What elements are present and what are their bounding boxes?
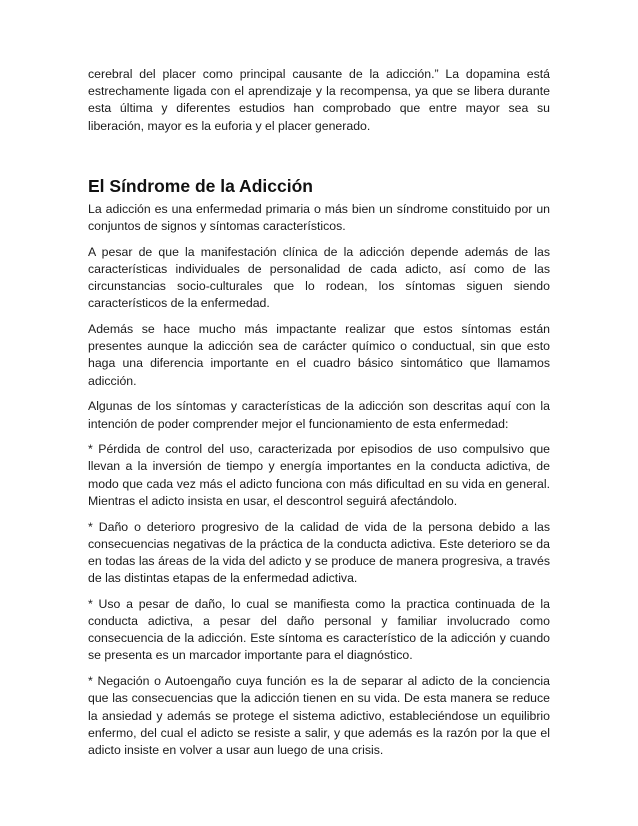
paragraph-manifestation: A pesar de que la manifestación clínica de la adicción depende además de las características individuales de personalidad de cada adicto, así como de las circunstancias socio-culturales que lo rodean, los síntomas siguen siendo característicos de la enfermedad. bbox=[88, 244, 550, 311]
symptom-progressive-damage: * Daño o deterioro progresivo de la calidad de vida de la persona debido a las consecuencias negativas de la práctica de la conducta adictiva. Este deterioro se da en todas las áreas de la vida del adicto y se produce de manera progresiva, a través de las distintas etapas de la enfermedad adictiva. bbox=[88, 519, 550, 586]
symptom-denial: * Negación o Autoengaño cuya función es la de separar al adicto de la conciencia que las consecuencias que la adicción tienen en su vida. De esta manera se reduce la ansiedad y además se protege el sistema adictivo, estableciéndose un equilibrio enfermo, del cual el adicto se resiste a salir, y que además es la razón por la que el adicto insiste en volver a usar aun luego de una crisis. bbox=[88, 674, 550, 757]
symptom-use-despite-harm: * Uso a pesar de daño, lo cual se manifiesta como la practica continuada de la conducta adictiva, a pesar del daño personal y familiar involucrado como consecuencia de la adicción. Este síntoma es característico de la adicción y cuando se presenta es un marcador importante para el diagnóstico. bbox=[88, 596, 550, 663]
symptom-loss-of-control: * Pérdida de control del uso, caracterizada por episodios de uso compulsivo que llevan a la inversión de tiempo y energía importantes en la conducta adictiva, de modo que cada vez más el adicto funciona con más dificultad en su vida en general. Mientras el adicto insista en usar, el descontrol seguirá afectándolo. bbox=[88, 442, 550, 508]
intro-paragraph: cerebral del placer como principal causante de la adicción.” La dopamina está estrechamente ligada con el aprendizaje y la recompensa, ya que se libera durante esta última y diferentes estudios han comprobado que entre mayor sea su liberación, mayor es la euforia y el placer generado. bbox=[88, 67, 550, 133]
paragraph-impact: Además se hace mucho más impactante realizar que estos síntomas están presentes aunque la adicción sea de carácter químico o conductual, sin que esto haga una diferencia importante en el cuadro básico sintomático que llamamos adicción. bbox=[88, 322, 550, 388]
document-page bbox=[88, 66, 550, 768]
paragraph-definition: La adicción es una enfermedad primaria o más bien un síndrome constituido por un conjuntos de signos y síntomas característicos. bbox=[88, 201, 550, 234]
section-title: El Síndrome de la Adicción bbox=[88, 175, 313, 196]
paragraph-symptoms-intro: Algunas de los síntomas y características de la adicción son descritas aquí con la intención de poder comprender mejor el funcionamiento de esta enfermedad: bbox=[88, 399, 550, 431]
